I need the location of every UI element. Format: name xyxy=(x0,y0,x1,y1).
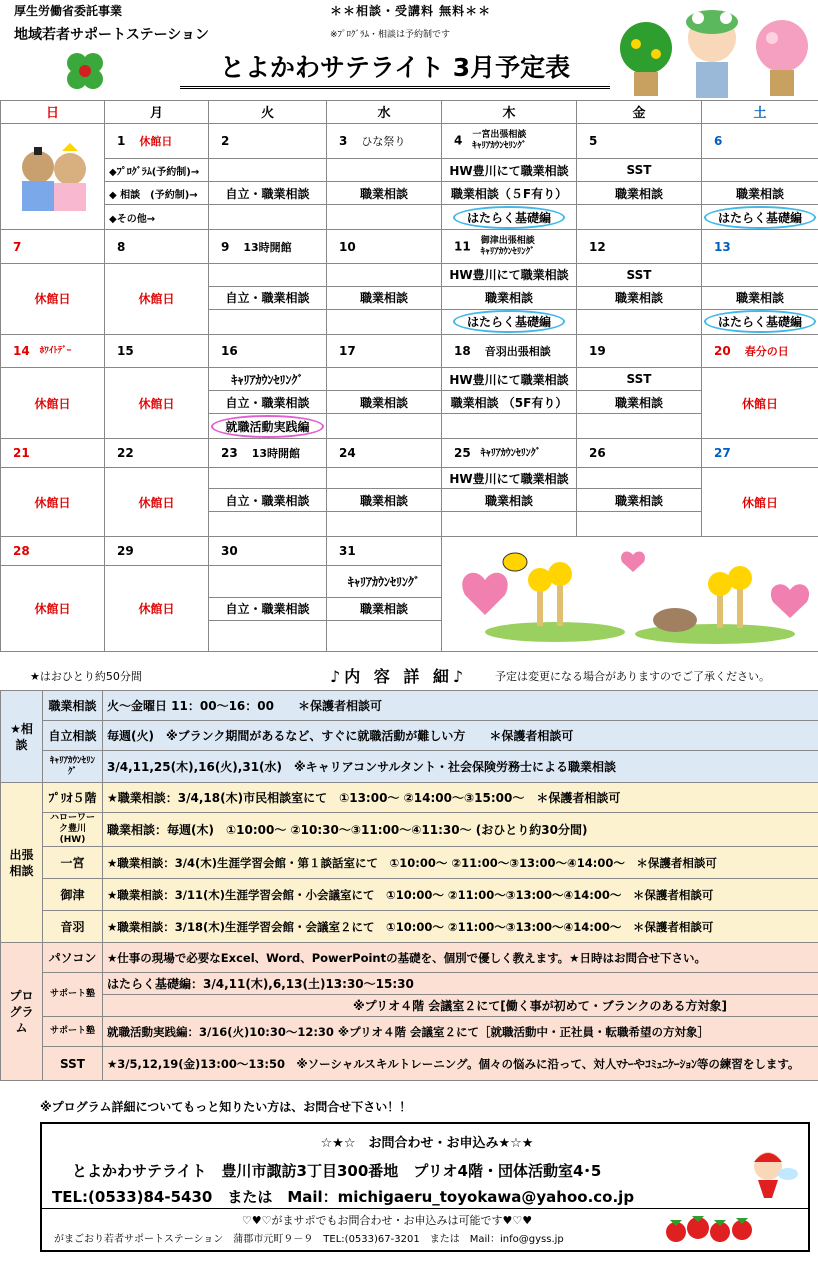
contact-box xyxy=(40,1122,810,1252)
day-23: 23 13時開館 xyxy=(209,439,327,468)
day-20-closed: 休館日 xyxy=(702,368,818,439)
day-6-hataraku: はたらく基礎編 xyxy=(704,206,816,229)
day-17-consult: 職業相談 xyxy=(327,391,442,414)
job-text: 火～金曜日 11：00～16：00 ＊保護者相談可 xyxy=(103,691,818,721)
contact-address: とよかわサテライト 豊川市諏訪3丁目300番地 プリオ4階・団体活動室4･5 xyxy=(72,1162,602,1180)
sup1-text2: ※プリオ４階 会議室２にて[働く事が初めて・ブランクのある方対象] xyxy=(103,995,818,1017)
day-28: 28 xyxy=(1,537,105,566)
day-23-consult: 自立・職業相談 xyxy=(209,489,327,512)
cat-outreach: 出張相談 xyxy=(1,783,43,943)
day-4-hw: HW豊川にて職業相談 xyxy=(442,159,577,182)
station-label: 地域若者サポートステーション xyxy=(14,27,210,43)
legend-other: ◆その他→ xyxy=(105,205,209,230)
day-29-closed: 休館日 xyxy=(105,566,209,652)
prio-text: ★職業相談：3/4,18(木)市民相談室にて ①13:00～ ②14:00～③15:00～ ＊保護者相談可 xyxy=(103,783,818,813)
org-label: 厚生労働省委託事業 xyxy=(14,4,123,18)
job-label: 職業相談 xyxy=(43,691,103,721)
hina-dolls-icon xyxy=(8,133,98,217)
day-4-consult: 職業相談（５F有り） xyxy=(442,182,577,205)
day-25-hw: HW豊川にて職業相談 xyxy=(442,468,577,489)
change-note: 予定は変更になる場合がありますのでご了承ください。 xyxy=(495,670,770,683)
day-27-closed: 休館日 xyxy=(702,468,818,537)
contact-tel[interactable]: TEL:(0533)84-5430 または Mail：michigaeru_toyokawa@yahoo.co.jp xyxy=(52,1188,635,1206)
pc-text: ★仕事の現場で必要なExcel、Word、PowerPointの基礎を、個別で優しく教えます。★日時はお問合せ下さい。 xyxy=(103,943,818,973)
hw-text: 職業相談：毎週(木) ①10:00～ ②10:30～③11:00～④11:30～ (おひとり約30分間) xyxy=(103,813,818,847)
day-25: 25 ｷｬﾘｱｶｳﾝｾﾘﾝｸﾞ xyxy=(442,439,577,468)
ichi-text: ★職業相談：3/4(木)生涯学習会館・第１談話室にて ①10:00～ ②11:00～③13:00～④14:00～ ＊保護者相談可 xyxy=(103,847,818,879)
day-11-hw: HW豊川にて職業相談 xyxy=(442,263,577,286)
day-16-shushoku: 就職活動実践編 xyxy=(211,415,323,438)
strawberries-icon xyxy=(662,1204,762,1250)
day-4: 4 一宮出張相談 ｷｬﾘｱｶｳﾝｾﾘﾝｸﾞ xyxy=(442,123,577,158)
day-6: 6 xyxy=(702,123,818,158)
day-27: 27 xyxy=(702,439,818,468)
details-title: ♪内 容 詳 細♪ xyxy=(330,667,468,686)
day-13-hataraku: はたらく基礎編 xyxy=(704,310,816,333)
otowa-text: ★職業相談：3/18(木)生涯学習会館・会議室２にて ①10:00～ ②11:00～③13:00～④14:00～ ＊保護者相談可 xyxy=(103,911,818,943)
day-16-consult: 自立・職業相談 xyxy=(209,391,327,414)
details-table xyxy=(0,690,818,1081)
day-11-consult: 職業相談 xyxy=(442,286,577,309)
day-13-consult: 職業相談 xyxy=(702,286,818,309)
day-16: 16 xyxy=(209,334,327,367)
hw-label: ハローワーク豊川(HW) xyxy=(43,813,103,847)
day-26-consult: 職業相談 xyxy=(577,489,702,512)
day-31-consult: 職業相談 xyxy=(327,597,442,620)
day-14-closed: 休館日 xyxy=(1,368,105,439)
self-text: 毎週(火) ※ブランク期間があるなど、すぐに就職活動が難しい方 ＊保護者相談可 xyxy=(103,721,818,751)
sup1-text1: はたらく基礎編：3/4,11(木),6,13(土)13:30～15:30 xyxy=(103,973,818,995)
day-1: 1 休館日 xyxy=(105,123,209,158)
day-5: 5 xyxy=(577,123,702,158)
sup2-text: 就職活動実践編：3/16(火)10:30～12:30 ※プリオ４階 会議室２にて［就職活動中・正社員・転職希望の方対象］ xyxy=(103,1017,818,1047)
day-31: 31 xyxy=(327,537,442,566)
day-22-closed: 休館日 xyxy=(105,468,209,537)
day-29: 29 xyxy=(105,537,209,566)
day-12-sst: SST xyxy=(577,263,702,286)
day-19-sst: SST xyxy=(577,368,702,391)
ichi-label: 一宮 xyxy=(43,847,103,879)
day-22: 22 xyxy=(105,439,209,468)
day-7-closed: 休館日 xyxy=(1,263,105,334)
mascot-illustration xyxy=(612,8,812,100)
day-10: 10 xyxy=(327,230,442,263)
legend-consult: ◆ 相談 (予約制)→ xyxy=(105,182,209,205)
clover-icon xyxy=(62,48,108,94)
day-5-sst: SST xyxy=(577,159,702,182)
day-19-consult: 職業相談 xyxy=(577,391,702,414)
day-31-career: ｷｬﾘｱｶｳﾝｾﾘﾝｸﾞ xyxy=(327,566,442,597)
weekday-mon: 月 xyxy=(105,101,209,124)
sup2-label: サポート塾 xyxy=(43,1017,103,1047)
day-12-consult: 職業相談 xyxy=(577,286,702,309)
day-15: 15 xyxy=(105,334,209,367)
career-label: ｷｬﾘｱｶｳﾝｾﾘﾝｸﾞ xyxy=(43,751,103,783)
day-6-consult: 職業相談 xyxy=(702,182,818,205)
day-10-consult: 職業相談 xyxy=(327,286,442,309)
weekday-sun: 日 xyxy=(1,101,105,124)
day-21-closed: 休館日 xyxy=(1,468,105,537)
weekday-wed: 水 xyxy=(327,101,442,124)
sst-text: ★3/5,12,19(金)13:00～13:50 ※ソーシャルスキルトレーニング。個々の悩みに沿って、対人ﾏﾅｰやｺﾐｭﾆｹｰｼｮﾝ等の練習をします。 xyxy=(103,1047,818,1081)
cat-consult: ★相談 xyxy=(1,691,43,783)
otowa-label: 音羽 xyxy=(43,911,103,943)
day-11: 11 御津出張相談 ｷｬﾘｱｶｳﾝｾﾘﾝｸﾞ xyxy=(442,230,577,263)
contact-heading: ☆★☆ お問合わせ・お申込み★☆★ xyxy=(320,1136,534,1151)
day-18: 18 音羽出張相談 xyxy=(442,334,577,367)
program-more-note: ※プログラム詳細についてもっと知りたい方は、お問合せ下さい！！ xyxy=(40,1100,412,1114)
day-3-consult: 職業相談 xyxy=(327,182,442,205)
day-18-consult: 職業相談 （5F有り） xyxy=(442,391,577,414)
reservation-note: ※ﾌﾟﾛｸﾞﾗﾑ・相談は予約制です xyxy=(330,30,451,40)
day-2-consult: 自立・職業相談 xyxy=(209,182,327,205)
bees-illustration xyxy=(442,537,818,652)
day-13: 13 xyxy=(702,230,818,263)
day-25-consult: 職業相談 xyxy=(442,489,577,512)
pc-label: パソコン xyxy=(43,943,103,973)
day-7: 7 xyxy=(1,230,105,263)
bees-flowers-icon xyxy=(445,540,815,646)
strawberry-fairy-icon xyxy=(732,1144,802,1200)
self-label: 自立相談 xyxy=(43,721,103,751)
mito-label: 御津 xyxy=(43,879,103,911)
day-18-hw: HW豊川にて職業相談 xyxy=(442,368,577,391)
day-9: 9 13時開館 xyxy=(209,230,327,263)
day-4-hataraku: はたらく基礎編 xyxy=(453,206,565,229)
day-11-hataraku: はたらく基礎編 xyxy=(453,310,565,333)
day-30: 30 xyxy=(209,537,327,566)
page-title: とよかわサテライト 3月予定表 xyxy=(180,48,610,89)
contact-gama: がまごおり若者サポートステーション 蒲郡市元町９－９ TEL:(0533)67-3201 または Mail：info@gyss.jp xyxy=(54,1234,564,1245)
weekday-sat: 土 xyxy=(702,101,818,124)
contact-any: ♡♥♡がまサポでもお問合わせ・お申込みは可能です♥♡♥ xyxy=(241,1214,533,1227)
day-30-consult: 自立・職業相談 xyxy=(209,597,327,620)
day-26: 26 xyxy=(577,439,702,468)
sst-label: SST xyxy=(43,1047,103,1081)
day-9-consult: 自立・職業相談 xyxy=(209,286,327,309)
day-24: 24 xyxy=(327,439,442,468)
day-28-closed: 休館日 xyxy=(1,566,105,652)
mito-text: ★職業相談：3/11(木)生涯学習会館・小会議室にて ①10:00～ ②11:00～③13:00～④14:00～ ＊保護者相談可 xyxy=(103,879,818,911)
day-21: 21 xyxy=(1,439,105,468)
star-note: ★はおひとり約50分間 xyxy=(30,670,142,683)
day-3: 3 ひな祭り xyxy=(327,123,442,158)
day-19: 19 xyxy=(577,334,702,367)
day-15-closed: 休館日 xyxy=(105,368,209,439)
day-24-consult: 職業相談 xyxy=(327,489,442,512)
weekday-thu: 木 xyxy=(442,101,577,124)
cat-program: プログラム xyxy=(1,943,43,1081)
prio-label: ﾌﾟﾘｵ５階 xyxy=(43,783,103,813)
day-14: 14 ﾎﾜｲﾄﾃﾞｰ xyxy=(1,334,105,367)
career-text: 3/4,11,25(木),16(火),31(水) ※キャリアコンサルタント・社会保険労務士による職業相談 xyxy=(103,751,818,783)
day-8: 8 xyxy=(105,230,209,263)
day-20: 20 春分の日 xyxy=(702,334,818,367)
free-label: ＊＊相談・受講料 無料＊＊ xyxy=(330,4,492,18)
weekday-fri: 金 xyxy=(577,101,702,124)
day-12: 12 xyxy=(577,230,702,263)
day-16-career: ｷｬﾘｱｶｳﾝｾﾘﾝｸﾞ xyxy=(209,368,327,391)
sup1-label: サポート塾 xyxy=(43,973,103,1017)
calendar xyxy=(0,100,818,652)
weekday-tue: 火 xyxy=(209,101,327,124)
day-17: 17 xyxy=(327,334,442,367)
legend-program: ◆ﾌﾟﾛｸﾞﾗﾑ(予約制)→ xyxy=(105,159,209,182)
day-2: 2 xyxy=(209,123,327,158)
day-8-closed: 休館日 xyxy=(105,263,209,334)
day-5-consult: 職業相談 xyxy=(577,182,702,205)
hina-dolls-illustration xyxy=(1,123,105,229)
